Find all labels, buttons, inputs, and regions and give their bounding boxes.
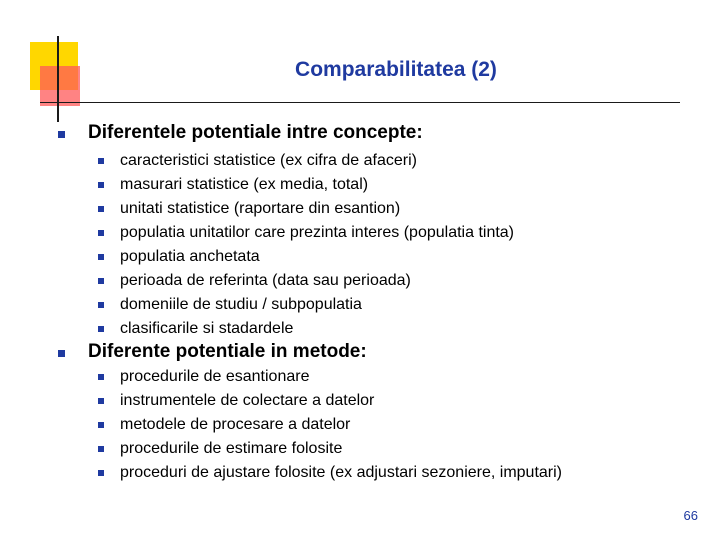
title-underline xyxy=(40,102,680,103)
bullet-square-icon xyxy=(98,422,104,428)
bullet-square-icon xyxy=(98,206,104,212)
list-item: masurari statistice (ex media, total) xyxy=(0,173,514,197)
bullet-square-icon xyxy=(98,470,104,476)
bullet-square-icon xyxy=(98,326,104,332)
bullet-square-icon xyxy=(98,278,104,284)
method-differences-list xyxy=(0,365,562,485)
bullet-square-icon xyxy=(98,374,104,380)
list-item: populatia anchetata xyxy=(0,245,514,269)
list-item: unitati statistice (raportare din esantion) xyxy=(0,197,514,221)
list-item: metodele de procesare a datelor xyxy=(0,413,562,437)
list-item: perioada de referinta (data sau perioada) xyxy=(0,269,514,293)
list-item: procedurile de esantionare xyxy=(0,365,562,389)
bullet-square-icon xyxy=(98,158,104,164)
list-item: proceduri de ajustare folosite (ex adjustari sezoniere, imputari) xyxy=(0,461,562,485)
section-heading-methods: Diferente potentiale in metode: xyxy=(88,341,367,362)
bullet-square-icon xyxy=(98,398,104,404)
bullet-square-icon xyxy=(98,302,104,308)
bullet-square-icon xyxy=(98,446,104,452)
bullet-square-icon xyxy=(98,182,104,188)
bullet-square-icon xyxy=(98,230,104,236)
list-item: clasificarile si stadardele xyxy=(0,317,514,341)
list-item: caracteristici statistice (ex cifra de afaceri) xyxy=(0,149,514,173)
list-item: populatia unitatilor care prezinta interes (populatia tinta) xyxy=(0,221,514,245)
bullet-square-icon xyxy=(98,254,104,260)
list-item: domeniile de studiu / subpopulatia xyxy=(0,293,514,317)
concept-differences-list xyxy=(0,149,514,341)
list-item: procedurile de estimare folosite xyxy=(0,437,562,461)
list-item: instrumentele de colectare a datelor xyxy=(0,389,562,413)
section-heading-concepts: Diferentele potentiale intre concepte: xyxy=(88,122,423,143)
page-number: 66 xyxy=(683,508,698,523)
bullet-square-icon xyxy=(58,350,65,357)
slide-title: Comparabilitatea (2) xyxy=(295,58,497,81)
bullet-square-icon xyxy=(58,131,65,138)
